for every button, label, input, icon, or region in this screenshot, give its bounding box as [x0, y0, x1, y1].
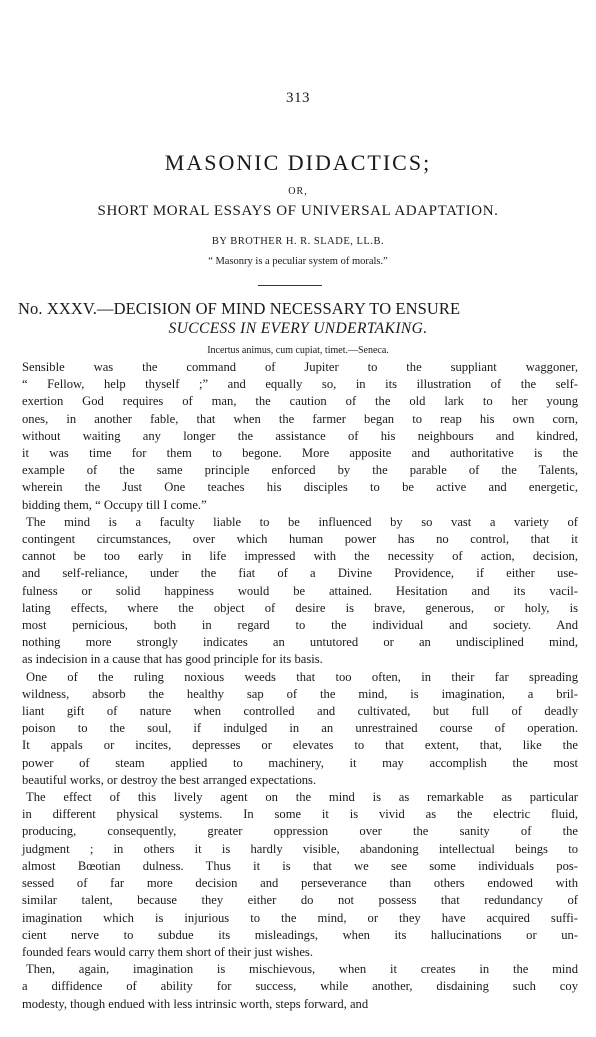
epigraph: Incertus animus, cum cupiat, timet.—Seneca.: [207, 345, 389, 356]
text-line: The mind is a faculty liable to be influenced by so vast a variety of: [26, 514, 578, 529]
text-line: One of the ruling noxious weeds that too often, in their far spreading: [26, 669, 578, 684]
text-line: sessed of far more decision and perseverance than others endowed with: [22, 876, 578, 891]
text-line: most pernicious, both in regard to the individual and society. And: [22, 618, 578, 633]
text-line: imagination which is injurious to the mind, or they have acquired suffi-: [22, 910, 578, 925]
text-line: judgment ; in others it is hardly visible, abandoning intellectual beings to: [22, 841, 578, 856]
series-title: MASONIC DIDACTICS;: [164, 150, 432, 175]
text-line: producing, consequently, greater oppression over the sanity of the: [22, 824, 578, 839]
text-line: almost Bœotian dulness. Thus it is that we see some individuals pos-: [22, 858, 578, 873]
author-byline: BY BROTHER H. R. SLADE, LL.B.: [211, 236, 385, 247]
text-line: contingent circumstances, over which human power has no control, that it: [22, 532, 578, 547]
text-line: bidding them, “ Occupy till I come.”: [22, 497, 207, 512]
text-line: It appals or incites, depresses or elevates to that extent, that, like the: [22, 738, 578, 753]
text-line: Then, again, imagination is mischievous, when it creates in the mind: [26, 962, 578, 977]
text-line: beautiful works, or destroy the best arranged expectations.: [22, 772, 317, 787]
text-line: in different physical systems. In some it is vivid as the electric fluid,: [22, 807, 578, 822]
page-number: 313: [286, 90, 310, 106]
text-line: liant gift of nature when controlled and cultivated, but full of deadly: [22, 704, 578, 719]
text-line: exertion God requires of man, the caution of the old lark to her young: [22, 394, 578, 409]
text-line: and self-reliance, under the fiat of a Divine Providence, if either use-: [22, 566, 578, 581]
series-subtitle: SHORT MORAL ESSAYS OF UNIVERSAL ADAPTATION.: [97, 203, 499, 219]
text-line: modesty, though endued with less intrinsic worth, steps forward, and: [22, 996, 369, 1011]
text-line: it was time for them to begone. More apposite and authoritative is the: [22, 446, 578, 461]
motto-text: “ Masonry is a peculiar system of morals.”: [208, 256, 388, 267]
text-line: Sensible was the command of Jupiter to the suppliant waggoner,: [22, 360, 578, 374]
section-divider: [258, 285, 322, 286]
text-line: poison to the soul, if indulged in an unrestrained course of operation.: [22, 721, 578, 736]
text-line: nothing more strongly indicates an untutored or an undisciplined mind,: [22, 635, 578, 650]
text-line: a diffidence of ability for success, while another, disdaining such coy: [22, 979, 578, 994]
text-line: founded fears would carry them short of their just wishes.: [22, 944, 313, 959]
or-separator: OR,: [288, 186, 308, 197]
text-line: without waiting any longer the assistance of his neighbours and kindred,: [22, 428, 578, 443]
text-line: “ Fellow, help thyself ;” and equally so, in its illustration of the self-: [22, 377, 578, 392]
text-line: as indecision in a cause that has good principle for its basis.: [22, 652, 323, 667]
text-line: similar talent, because they either do not possess that redundancy of: [22, 893, 578, 908]
text-line: power of steam applied to machinery, it may accomplish the most: [22, 755, 578, 770]
chapter-title-line-1: No. XXXV.—DECISION OF MIND NECESSARY TO ENSURE: [18, 299, 461, 318]
chapter-title-line-2: [0, 320, 596, 338]
essay-body: [22, 359, 578, 1013]
text-line: wildness, absorb the healthy sap of the mind, is imagination, a bril-: [22, 686, 578, 701]
text-line: example of the same principle enforced by the parable of the Talents,: [22, 463, 578, 478]
motto: [0, 256, 596, 267]
chapter-title-line-2-text: SUCCESS IN EVERY UNDERTAKING.: [168, 320, 428, 337]
text-line: The effect of this lively agent on the mind is as remarkable as particular: [26, 790, 578, 805]
text-line: cannot be too early in life impressed with the necessity of action, decision,: [22, 549, 578, 564]
text-line: fulness or solid happiness would be attained. Hesitation and its vacil-: [22, 583, 578, 598]
text-line: lating effects, where the object of desire is brave, generous, or holy, is: [22, 600, 578, 615]
text-line: cient nerve to subdue its misleadings, when its hallucinations or un-: [22, 927, 578, 942]
text-line: wherein the Just One teaches his disciples to be active and energetic,: [22, 480, 578, 495]
text-line: ones, in another fable, that when the farmer began to reap his own corn,: [22, 411, 578, 426]
